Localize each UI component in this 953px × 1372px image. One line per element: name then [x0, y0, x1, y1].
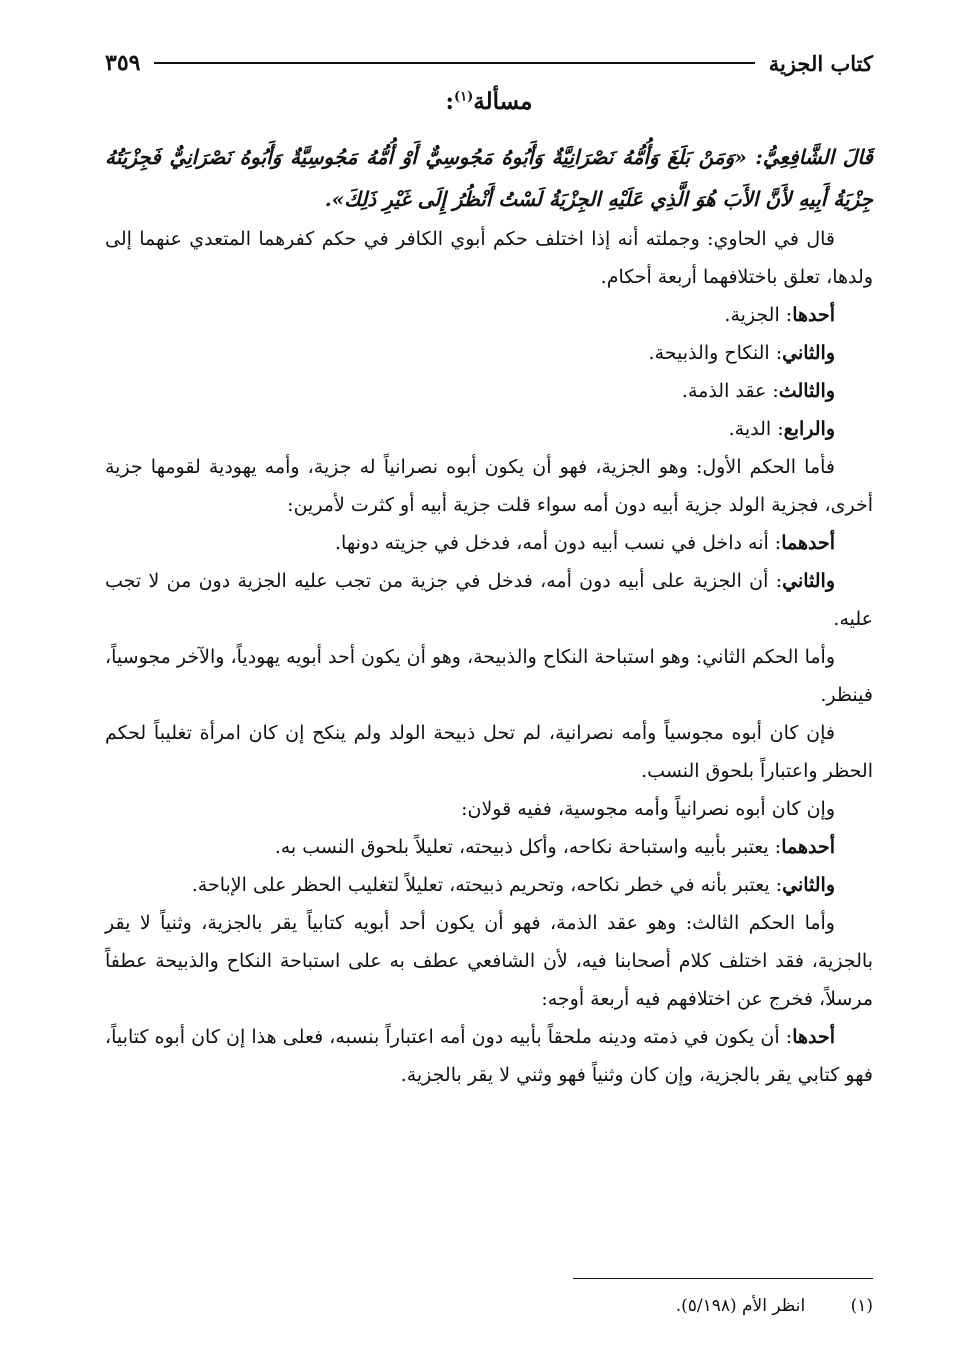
paragraph-text: : الدية.	[728, 418, 784, 440]
paragraph	[105, 866, 873, 904]
paragraph-lead: أحدهما	[781, 532, 835, 554]
paragraph	[105, 524, 873, 562]
shafii-quote	[105, 136, 873, 220]
paragraph-text: : أنه داخل في نسب أبيه دون أمه، فدخل في جزيته دونها.	[335, 532, 782, 554]
running-header	[105, 46, 873, 80]
book-title: كتاب الجزية	[768, 50, 873, 76]
section-title	[105, 88, 873, 115]
paragraph-lead: والثاني	[782, 570, 835, 592]
footnote-rule	[573, 1278, 873, 1279]
page-number: ٣٥٩	[105, 50, 141, 76]
paragraph	[105, 1018, 873, 1094]
paragraph-text: : يعتبر بأبيه واستباحة نكاحه، وأكل ذبيحته، تعليلاً بلحوق النسب به.	[274, 836, 782, 858]
paragraph	[105, 448, 873, 524]
paragraph	[105, 296, 873, 334]
paragraph-text: : عقد الذمة.	[681, 380, 779, 402]
paragraph-lead: أحدهما	[781, 836, 835, 858]
paragraph-text: وأما الحكم الثالث: وهو عقد الذمة، فهو أن يكون أحد أبويه كتابياً يقر بالجزية، وثنياً لا يقر بالجزية، فقد اختلف كلام أصحابنا فيه، لأن الشافعي عطف به على استباحة النكاح والذبيحة عطفاً مرسلاً، فخرج عن اختلافهم فيه أربعة أوجه:	[105, 912, 873, 1010]
footnote-reference[interactable]: (١)	[454, 89, 474, 105]
paragraph-lead: والثاني	[782, 342, 835, 364]
paragraph-lead: والثاني	[782, 874, 835, 896]
paragraph	[105, 828, 873, 866]
section-title-colon: :	[445, 88, 454, 115]
footnote-number: (١)	[850, 1296, 873, 1316]
footnote	[105, 1292, 873, 1320]
paragraph-text: : يعتبر بأنه في خطر نكاحه، وتحريم ذبيحته، تعليلاً لتغليب الحظر على الإباحة.	[191, 874, 783, 896]
paragraph-text: قال في الحاوي: وجملته أنه إذا اختلف حكم أبوي الكافر في حكم كفرهما المتعدي عنهما إلى ولدها، تعلق باختلافهما أربعة أحكام.	[105, 228, 873, 288]
paragraph-text: وأما الحكم الثاني: وهو استباحة النكاح والذبيحة، وهو أن يكون أحد أبويه يهودياً، والآخر مجوسياً، فينظر.	[105, 646, 873, 706]
paragraph-text: فإن كان أبوه مجوسياً وأمه نصرانية، لم تحل ذبيحة الولد ولم ينكح إن كان امرأة تغليباً لحكم الحظر واعتباراً بلحوق النسب.	[105, 722, 873, 782]
paragraph-text: : النكاح والذبيحة.	[648, 342, 783, 364]
paragraph-lead: والرابع	[783, 418, 835, 440]
paragraph	[105, 372, 873, 410]
header-rule	[154, 62, 754, 64]
paragraph-text: : أن يكون في ذمته ودينه ملحقاً بأبيه دون أمه اعتباراً بنسبه، فعلى هذا إن كان أبوه كتابياً، فهو كتابي يقر بالجزية، وإن كان وثنياً فهو وثني لا يقر بالجزية.	[105, 1026, 873, 1086]
paragraph-text: : أن الجزية على أبيه دون أمه، فدخل في جزية من تجب عليه الجزية دون من لا تجب عليه.	[105, 570, 873, 630]
paragraph	[105, 714, 873, 790]
paragraph	[105, 220, 873, 296]
paragraph-text: قَالَ الشَّافِعِيُّ: «وَمَنْ بَلَغَ وَأُمُّهُ نَصْرَانِيَّةٌ وَأَبُوهُ مَجُوسِيٌّ أَوْ أُمُّهُ مَجُوسِيَّةٌ وَأَبُوهُ نَصْرَانِيٌّ فَجِزْيَتُهُ جِزْيَةُ أَبِيهِ لأَنَّ الأَبَ هُوَ الَّذِي عَلَيْهِ الجِزْيَةُ لَسْتُ أَنْظُرُ إِلَى غَيْرِ ذَلِكَ».	[105, 145, 873, 211]
paragraph	[105, 334, 873, 372]
paragraph	[105, 904, 873, 1018]
paragraph	[105, 790, 873, 828]
paragraph-text: وإن كان أبوه نصرانياً وأمه مجوسية، ففيه قولان:	[461, 798, 835, 820]
paragraph-lead: أحدها	[792, 1026, 835, 1048]
paragraph-lead: والثالث	[778, 380, 835, 402]
paragraph	[105, 410, 873, 448]
paragraph-text: : الجزية.	[724, 304, 793, 326]
paragraph-lead: أحدها	[792, 304, 835, 326]
footnote-text: انظر الأم (٥/١٩٨).	[675, 1296, 806, 1316]
body-text	[105, 136, 873, 1094]
paragraph-text: فأما الحكم الأول: وهو الجزية، فهو أن يكون أبوه نصرانياً له جزية، وأمه يهودية لقومها جزية أخرى، فجزية الولد جزية أبيه دون أمه سواء قلت جزية أبيه أو كثرت لأمرين:	[105, 456, 873, 516]
section-title-text: مسألة	[473, 88, 533, 115]
paragraph	[105, 562, 873, 638]
paragraph	[105, 638, 873, 714]
